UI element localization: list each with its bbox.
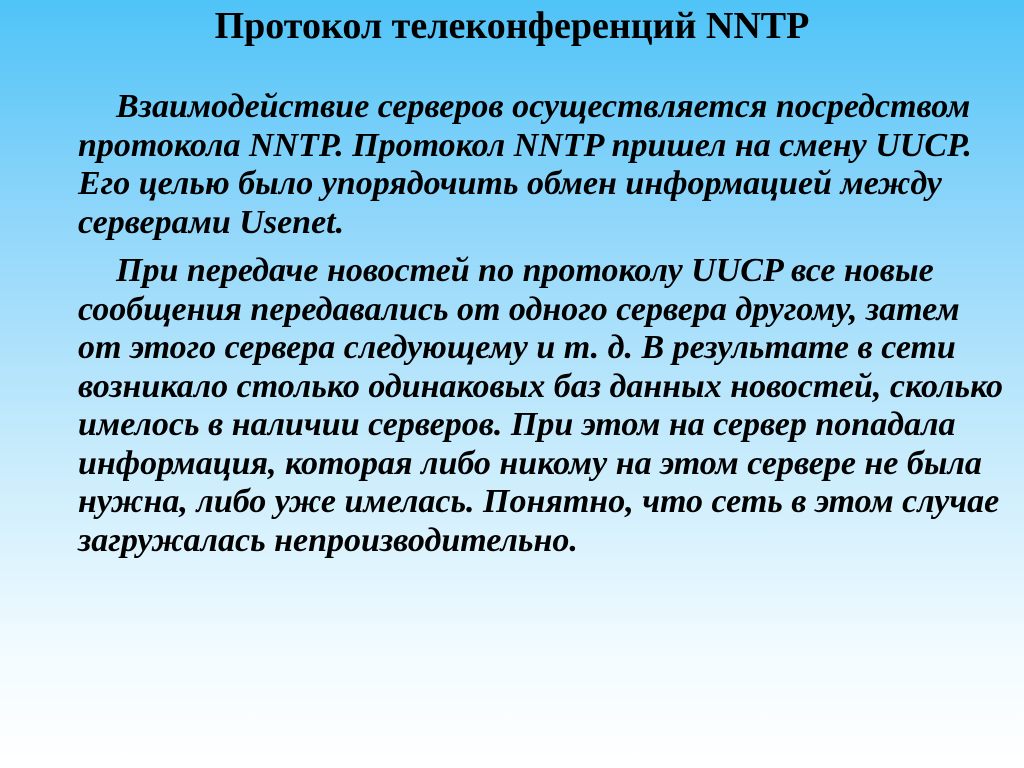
slide-body: [78, 88, 1008, 570]
slide-title: Протокол телеконференций NNTP: [214, 5, 810, 47]
paragraph-uucp-problem: При передаче новостей по протоколу UUCP все новые сообщения передавались от одного сервера другому, затем от этого сервера следующему и т. д. В результате в сети возникало столько одинаковых баз данных новостей, сколько имелось в наличии серверов. При этом на сервер попадала информация, которая либо никому на этом сервере не была нужна, либо уже имелась. Понятно, что сеть в этом случае загружалась непроизводительно.: [78, 252, 1004, 559]
paragraph-nntp-intro: Взаимодействие серверов осуществляется посредством протокола NNTP. Протокол NNTP пришел на смену UUCP. Его целью было упорядочить обмен информацией между серверами Usenet.: [78, 88, 972, 241]
